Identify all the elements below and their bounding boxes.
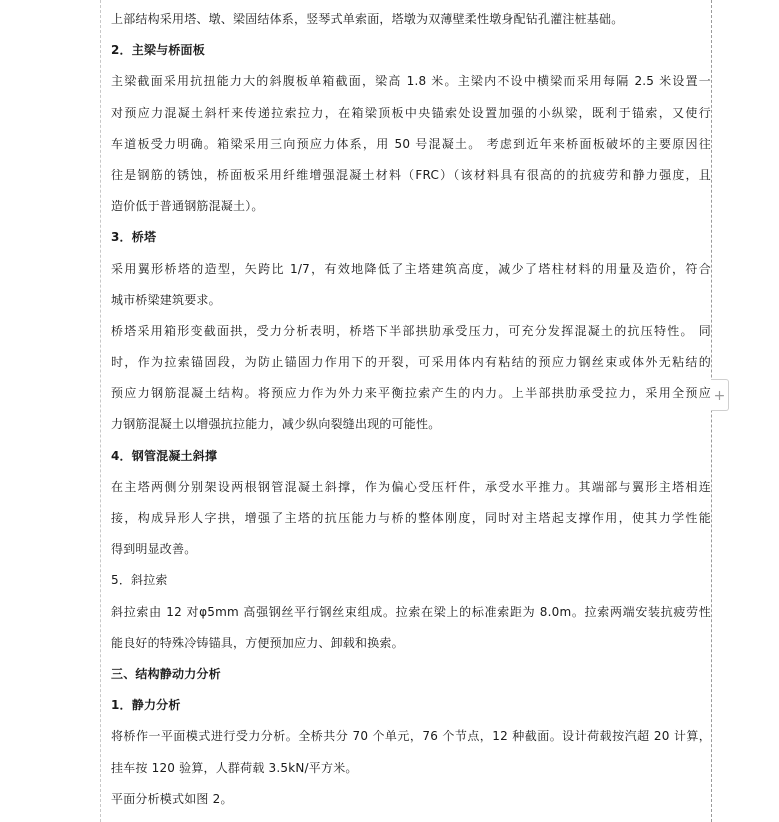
- paragraph-line: 预应力钢筋混凝土结构。将预应力作为外力来平衡拉索产生的内力。上半部拱肋承受拉力，采用全预应: [111, 386, 711, 401]
- paragraph-line: 在主塔两侧分别架设两根钢管混凝土斜撑，作为偏心受压杆件，承受水平推力。其端部与翼形主塔相连: [111, 479, 711, 494]
- paragraph-line: 城市桥梁建筑要求。: [111, 292, 221, 307]
- section-heading: 1．静力分析: [111, 698, 181, 713]
- paragraph-line: 主梁截面采用抗扭能力大的斜腹板单箱截面，梁高 1.8 米。主梁内不设中横梁而采用每隔 2.5 米设置一: [111, 74, 711, 89]
- paragraph-line: 桥塔采用箱形变截面拱，受力分析表明，桥塔下半部拱肋承受压力，可充分发挥混凝土的抗压特性。 同: [111, 323, 711, 338]
- paragraph-line: 挂车按 120 验算，人群荷载 3.5kN/平方米。: [111, 760, 358, 775]
- document-body: [111, 4, 711, 815]
- paragraph-line: 接，构成异形人字拱，增强了主塔的抗压能力与桥的整体刚度，同时对主塔起支撑作用，使其力学性能: [111, 511, 711, 525]
- paragraph-line: 采用翼形桥塔的造型，矢跨比 1/7，有效地降低了主塔建筑高度，减少了塔柱材料的用量及造价，符合: [111, 261, 711, 276]
- section-heading: 5．斜拉索: [111, 573, 168, 588]
- paragraph-line: 对预应力混凝土斜杆来传递拉索拉力，在箱梁顶板中央锚索处设置加强的小纵梁，既利于锚索，又使行: [111, 105, 711, 120]
- paragraph-line: 车道板受力明确。箱梁采用三向预应力体系，用 50 号混凝土。 考虑到近年来桥面板破坏的主要原因往: [111, 136, 711, 151]
- paragraph-line: 平面分析模式如图 2。: [111, 791, 233, 806]
- section-heading: 4．钢管混凝土斜撑: [111, 448, 218, 463]
- section-heading: 2．主梁与桥面板: [111, 43, 205, 58]
- paragraph-line: 得到明显改善。: [111, 542, 197, 557]
- paragraph-line: 往是钢筋的锈蚀，桥面板采用纤维增强混凝土材料（FRC）（该材料具有很高的的抗疲劳和静力强度，且: [111, 167, 711, 182]
- chapter-heading: 三、结构静动力分析: [111, 666, 221, 681]
- paragraph-line: 造价低于普通钢筋混凝土）。: [111, 199, 264, 214]
- paragraph-line: 上部结构采用塔、墩、梁固结体系，竖琴式单索面，塔墩为双薄壁柔性墩身配钻孔灌注桩基础。: [111, 12, 624, 26]
- paragraph-line: 力钢筋混凝土以增强抗拉能力，减少纵向裂缝出现的可能性。: [111, 417, 441, 432]
- paragraph-line: 能良好的特殊冷铸锚具，方便预加应力、卸载和换索。: [111, 635, 404, 650]
- paragraph-line: 斜拉索由 12 对φ5mm 高强钢丝平行钢丝束组成。拉索在梁上的标准索距为 8.0m。拉索两端安装抗疲劳性: [111, 604, 711, 619]
- left-margin-guide: [100, 0, 101, 822]
- paragraph-line: 将桥作一平面模式进行受力分析。全桥共分 70 个单元，76 个节点，12 种截面。设计荷载按汽超 20 计算，: [111, 729, 711, 744]
- section-heading: 3．桥塔: [111, 230, 157, 245]
- right-margin-guide: [711, 0, 712, 822]
- expand-plus-button[interactable]: +: [711, 379, 729, 411]
- paragraph-line: 时，作为拉索锚固段，为防止锚固力作用下的开裂，可采用体内有粘结的预应力钢丝束或体外无粘结的: [111, 355, 711, 370]
